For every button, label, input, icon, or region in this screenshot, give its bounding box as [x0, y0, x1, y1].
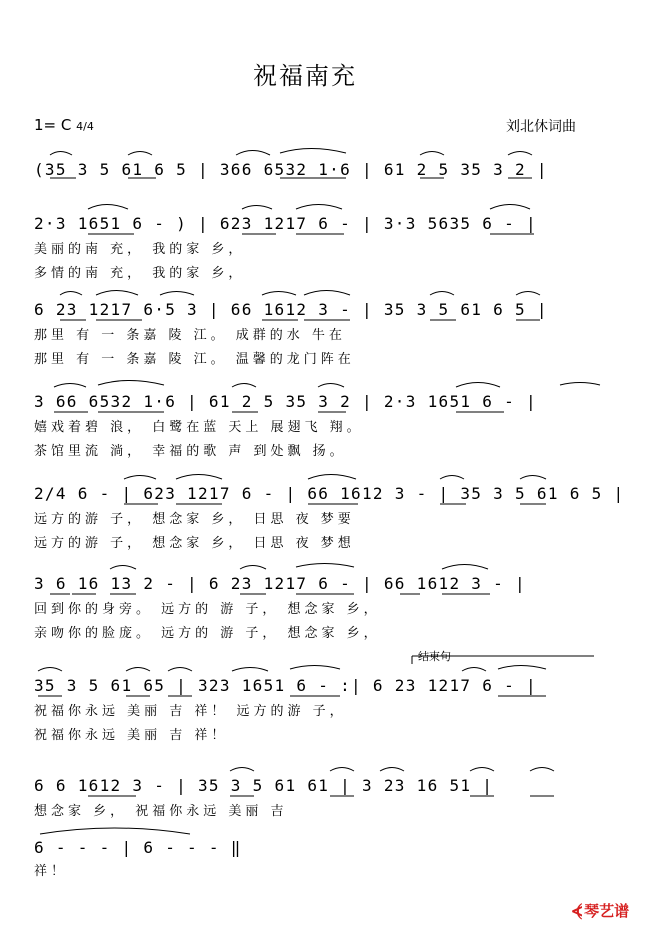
- notation-line: 2·3 1651 6 - ) | 623 1217 6 - | 3·3 5635 6 - |: [34, 214, 537, 233]
- lyric-verse-1: 美丽的南 充， 我的家 乡，: [34, 242, 246, 257]
- notation-line: 6 23 1217 6·5 3 | 66 1612 3 - | 35 3 5 61 6 5 |: [34, 300, 548, 319]
- lyric-verse-1: 嬉戏着碧 浪， 白鹭在蓝 天上 展翅飞 翔。: [34, 420, 364, 435]
- lyric-verse-2: 远方的游 子， 想念家 乡， 日思 夜 梦想: [34, 536, 355, 551]
- lyric-verse-2: 亲吻你的脸庞。 远方的 游 子， 想念家 乡，: [34, 626, 381, 641]
- notation-line: 35 3 5 61 65 | 323 1651 6 - :| 6 23 1217 6 - |: [34, 676, 537, 695]
- lyric-verse-1: 祝福你永远 美丽 吉 祥！ 远方的游 子，: [34, 704, 347, 719]
- notation-line: 2/4 6 - | 623 1217 6 - | 66 1612 3 - | 35 3 5 61 6 5 |: [34, 484, 625, 503]
- lyric-verse-2: 那里 有 一 条嘉 陵 江。 温馨的龙门阵在: [34, 352, 355, 367]
- lyric-verse-2: 祝福你永远 美丽 吉 祥！: [34, 728, 229, 743]
- notation-line: 3 6 16 13 2 - | 6 23 1217 6 - | 66 1612 3 - |: [34, 574, 526, 593]
- lyric-verse-2: 茶馆里流 淌， 幸福的歌 声 到处飘 扬。: [34, 444, 347, 459]
- time-signature: 4/4: [76, 120, 94, 133]
- notation-line: 6 - - - | 6 - - - ‖: [34, 838, 242, 857]
- score-system-6: [0, 564, 650, 674]
- notation-line: 6 6 1612 3 - | 35 3 5 61 61 | 3 23 16 51 |: [34, 776, 494, 795]
- lyric-verse-1: 远方的游 子， 想念家 乡， 日思 夜 梦要: [34, 512, 355, 527]
- lyric-verse-1: 回到你的身旁。 远方的 游 子， 想念家 乡，: [34, 602, 381, 617]
- song-title: 祝福南充: [253, 62, 357, 90]
- score-system-9: [0, 830, 650, 940]
- score-system-7: [0, 650, 650, 776]
- key-text: 1= C: [34, 116, 72, 134]
- lyric-verse-2: 多情的南 充， 我的家 乡，: [34, 266, 246, 281]
- notation-line: 3 66 6532 1·6 | 61 2 5 35 3 2 | 2·3 1651 6 - |: [34, 392, 537, 411]
- logo-icon: ⦓: [572, 900, 583, 921]
- credit-line: 刘北休词曲: [506, 119, 576, 135]
- key-signature: [34, 116, 94, 134]
- notation-line: (35 3 5 61 6 5 | 366 6532 1·6 | 61 2 5 35 3 2 |: [34, 160, 548, 179]
- lyric-verse-1: 那里 有 一 条嘉 陵 江。 成群的水 牛在: [34, 328, 346, 343]
- lyric-verse-1: 想念家 乡， 祝福你永远 美丽 吉: [34, 804, 288, 819]
- ending-label: 结束句: [418, 650, 451, 663]
- lyric-verse-1: 祥！: [34, 864, 69, 879]
- watermark-logo: ⦓ 琴艺谱: [572, 900, 630, 921]
